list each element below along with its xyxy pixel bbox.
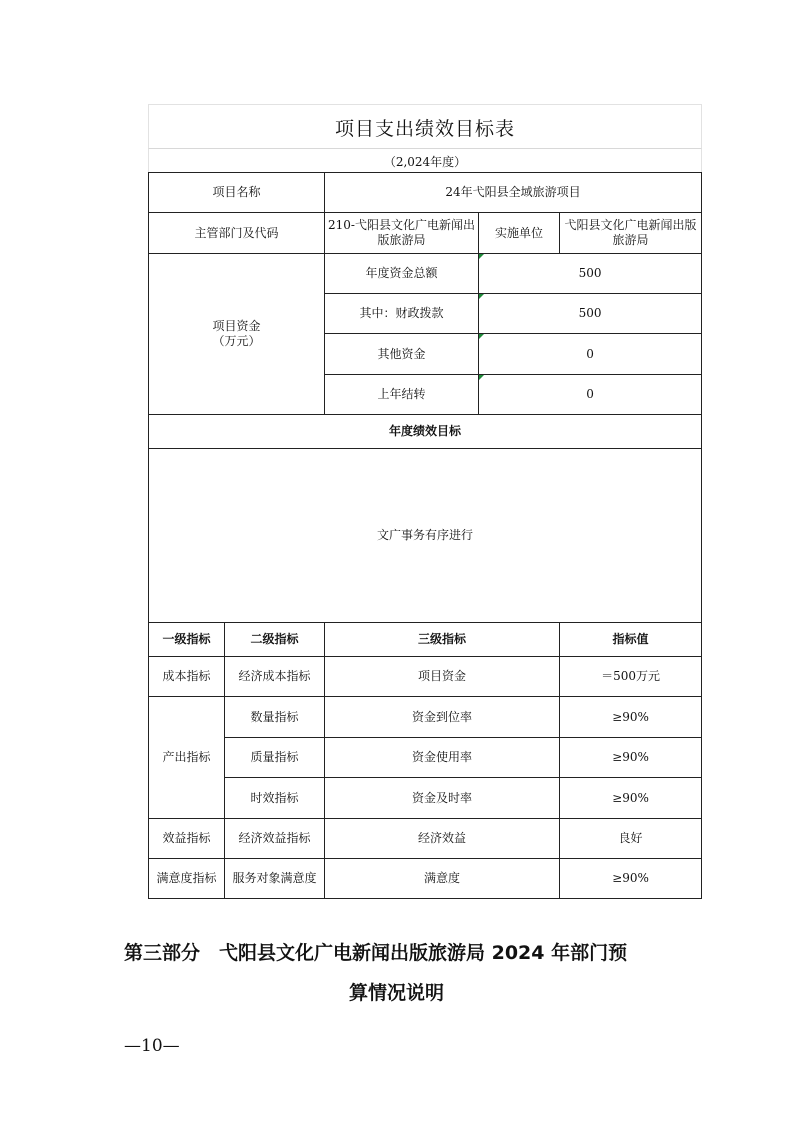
output-level3: 资金到位率 <box>325 697 560 738</box>
satisfaction-indicator-row <box>149 859 702 899</box>
benefit-level1: 效益指标 <box>149 819 225 859</box>
funds-item-label: 其中：财政拨款 <box>325 294 479 334</box>
output-value: ≥90% <box>560 778 702 819</box>
performance-goal-table <box>148 172 702 899</box>
satisfaction-level1: 满意度指标 <box>149 859 225 899</box>
funds-item-label: 年度资金总额 <box>325 254 479 294</box>
page-number: —10— <box>124 1036 180 1056</box>
header-value: 指标值 <box>560 623 702 657</box>
funds-item-label: 上年结转 <box>325 375 479 415</box>
funds-item-value: 0 <box>479 334 702 375</box>
project-name-value: 24年弋阳县全域旅游项目 <box>325 173 702 213</box>
benefit-level2: 经济效益指标 <box>225 819 325 859</box>
satisfaction-level3: 满意度 <box>325 859 560 899</box>
output-level2: 时效指标 <box>225 778 325 819</box>
header-level2: 二级指标 <box>225 623 325 657</box>
implementing-unit-label: 实施单位 <box>479 213 560 254</box>
cost-level1: 成本指标 <box>149 657 225 697</box>
annual-goal-text: 文广事务有序进行 <box>149 449 702 623</box>
output-level2: 质量指标 <box>225 738 325 778</box>
output-indicator-row <box>149 697 702 738</box>
implementing-unit-value: 弋阳县文化广电新闻出版旅游局 <box>560 213 702 254</box>
department-row <box>149 213 702 254</box>
cost-level3: 项目资金 <box>325 657 560 697</box>
benefit-indicator-row <box>149 819 702 859</box>
cost-value: ＝500万元 <box>560 657 702 697</box>
indicator-header-row <box>149 623 702 657</box>
output-level1: 产出指标 <box>149 697 225 819</box>
output-level3: 资金使用率 <box>325 738 560 778</box>
funds-item-label: 其他资金 <box>325 334 479 375</box>
output-indicator-row <box>149 738 702 778</box>
annual-goal-header-row <box>149 415 702 449</box>
header-level1: 一级指标 <box>149 623 225 657</box>
section-heading-line1: 第三部分 弋阳县文化广电新闻出版旅游局 2024 年部门预 <box>124 942 628 964</box>
header-level3: 三级指标 <box>325 623 560 657</box>
output-indicator-row <box>149 778 702 819</box>
satisfaction-level2: 服务对象满意度 <box>225 859 325 899</box>
department-label: 主管部门及代码 <box>149 213 325 254</box>
annual-goal-label: 年度绩效目标 <box>149 415 702 449</box>
project-name-label: 项目名称 <box>149 173 325 213</box>
satisfaction-value: ≥90% <box>560 859 702 899</box>
funds-label: 项目资金 <box>212 319 261 333</box>
cost-indicator-row <box>149 657 702 697</box>
section-heading-line2: 算情况说明 <box>348 982 444 1004</box>
funds-unit: （万元） <box>212 334 261 348</box>
benefit-level3: 经济效益 <box>325 819 560 859</box>
funds-label-cell <box>149 254 325 415</box>
cost-level2: 经济成本指标 <box>225 657 325 697</box>
benefit-value: 良好 <box>560 819 702 859</box>
output-value: ≥90% <box>560 697 702 738</box>
year-note: （2,024年度） <box>148 148 702 173</box>
annual-goal-content-row <box>149 449 702 623</box>
funds-item-value: 500 <box>479 294 702 334</box>
project-name-row <box>149 173 702 213</box>
output-level3: 资金及时率 <box>325 778 560 819</box>
funds-row-total <box>149 254 702 294</box>
department-value: 210-弋阳县文化广电新闻出版旅游局 <box>325 213 479 254</box>
funds-item-value: 0 <box>479 375 702 415</box>
output-value: ≥90% <box>560 738 702 778</box>
output-level2: 数量指标 <box>225 697 325 738</box>
funds-item-value: 500 <box>479 254 702 294</box>
table-title: 项目支出绩效目标表 <box>148 104 702 149</box>
